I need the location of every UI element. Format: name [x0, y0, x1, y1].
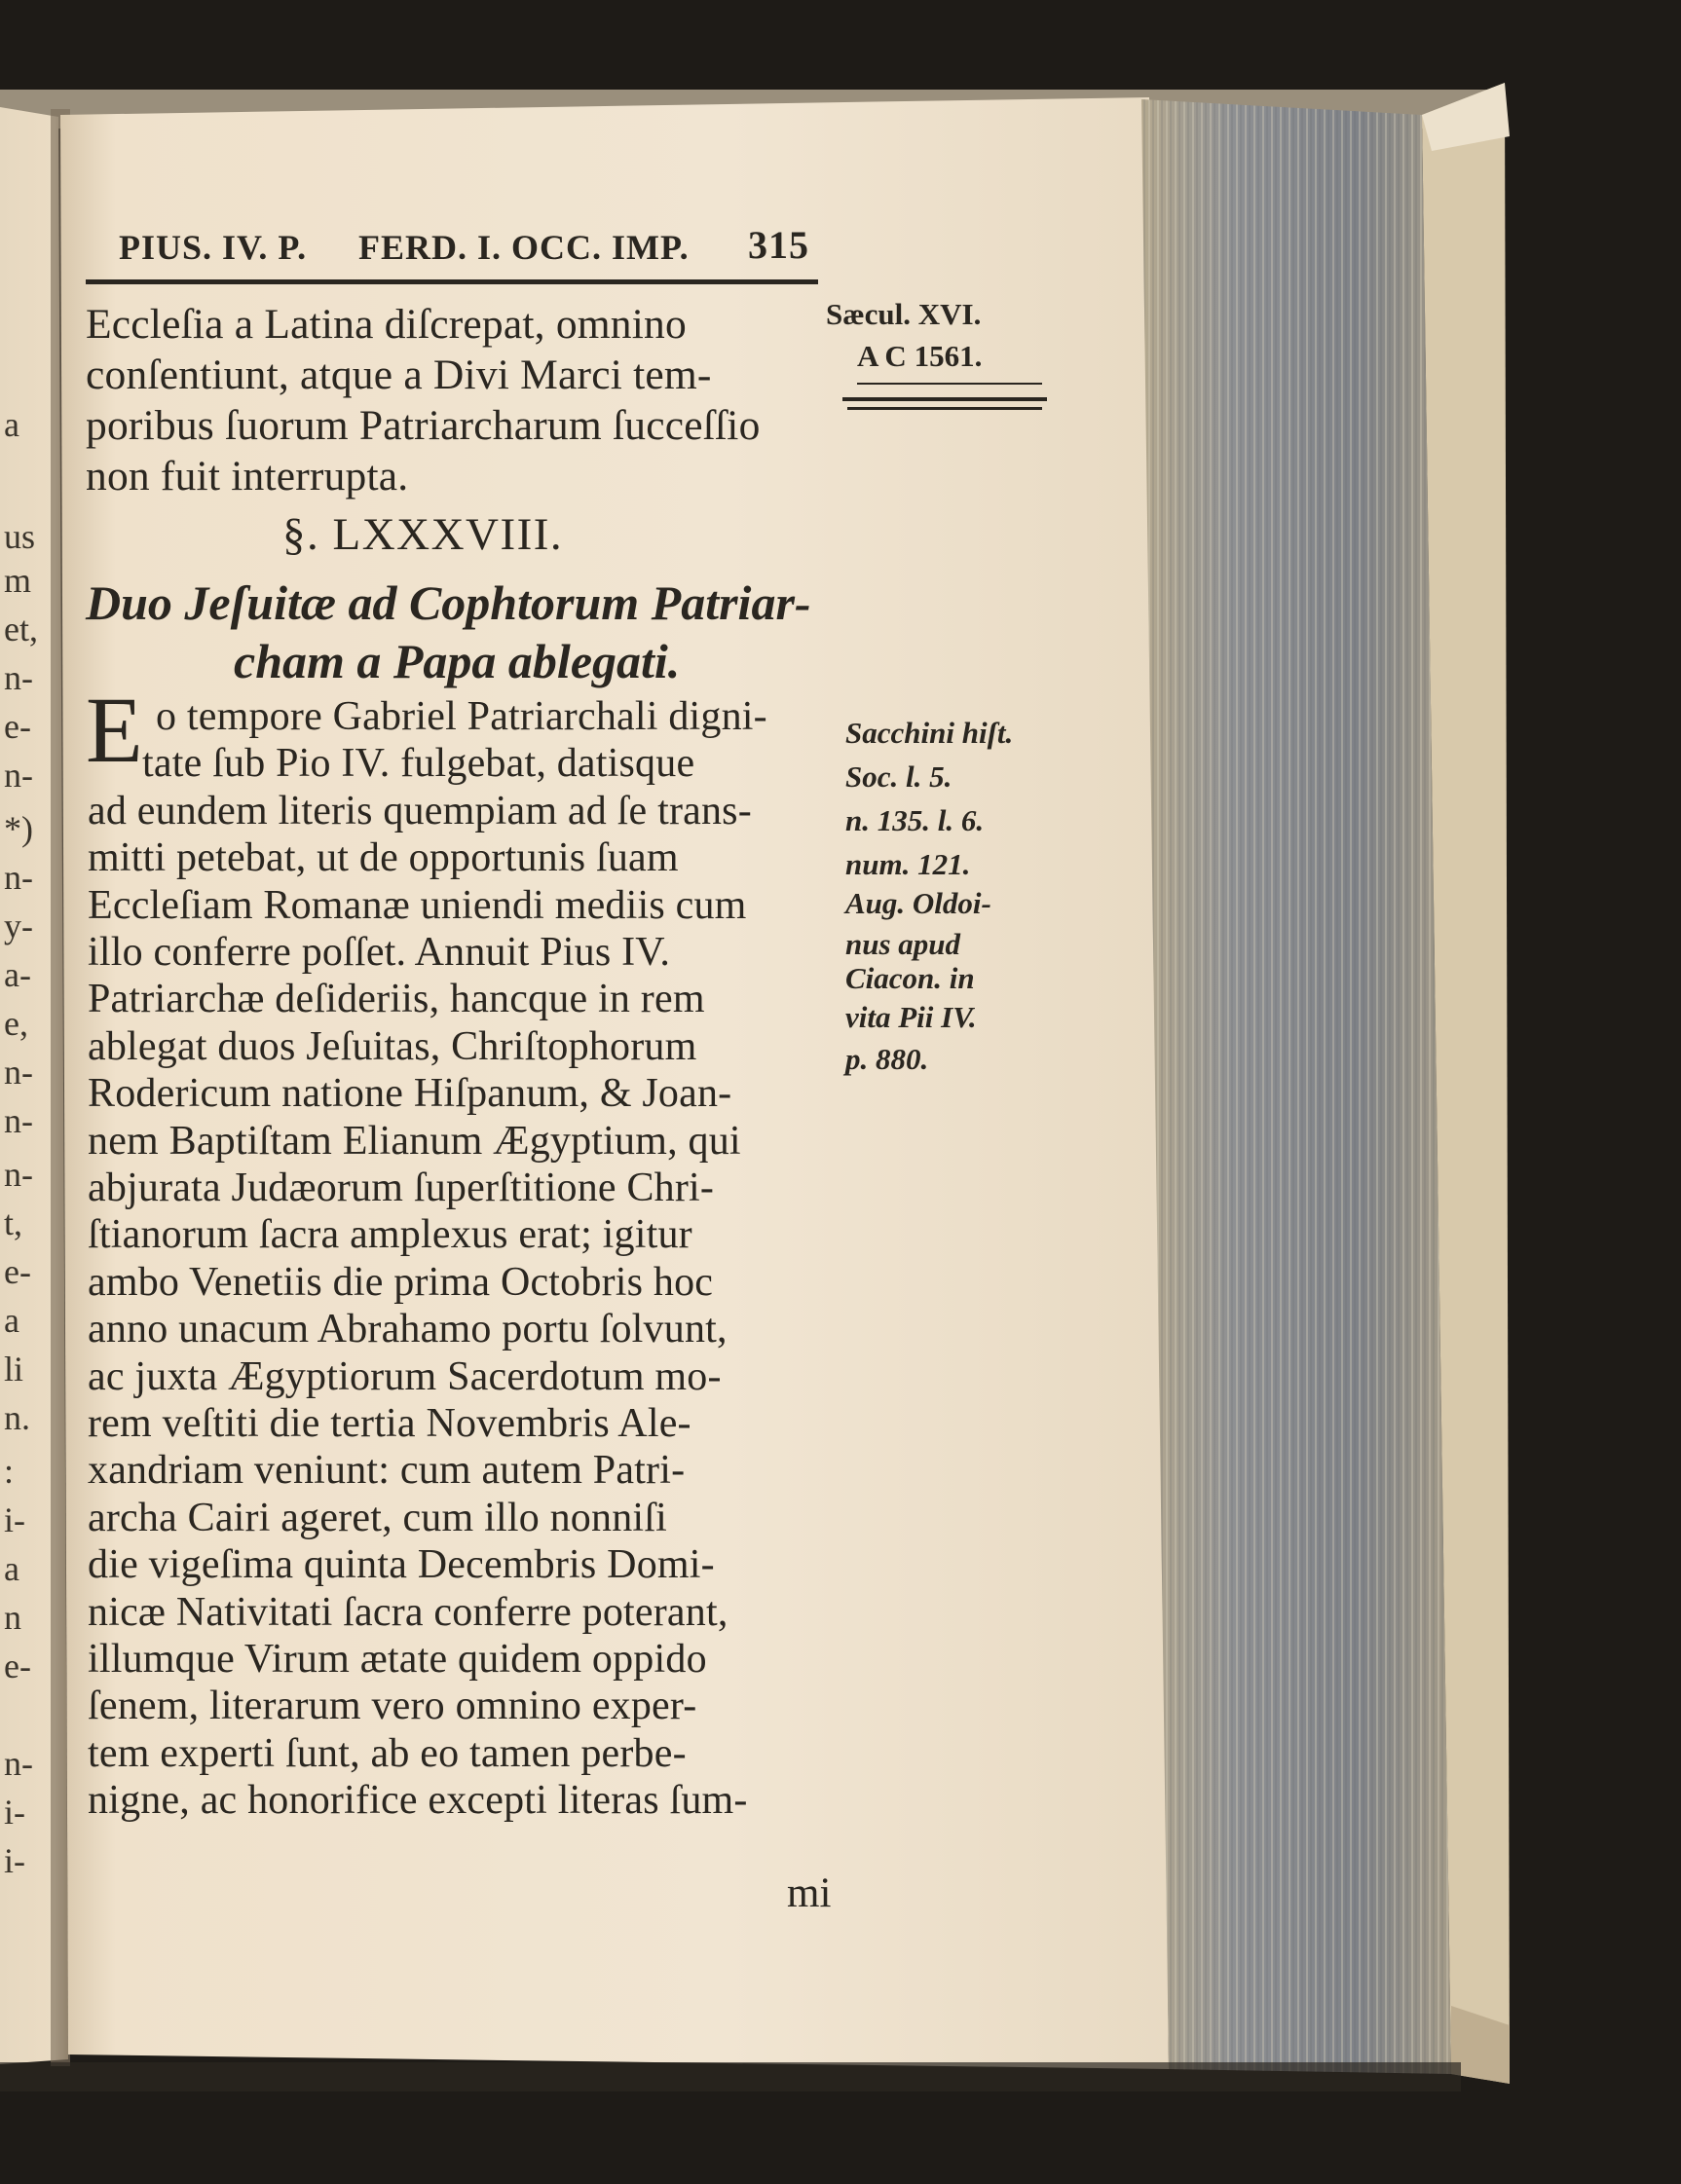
running-head-left: PIUS. IV. P.: [119, 228, 308, 267]
left-page-fragment: i-: [4, 1841, 25, 1880]
left-page-fragment: n-: [4, 1155, 33, 1194]
left-page-fragment: n-: [4, 1053, 33, 1092]
body-line: archa Cairi ageret, cum illo nonniſi: [88, 1495, 667, 1540]
section-title-line-1: Duo Jeſuitæ ad Cophtorum Patriar-: [86, 575, 811, 630]
body-line: Patriarchæ deſideriis, hancque in rem: [88, 977, 705, 1022]
body-line: die vigeſima quinta Decembris Domi-: [88, 1542, 715, 1588]
left-page-fragment: n-: [4, 756, 33, 795]
left-page-fragment: y-: [4, 907, 33, 945]
body-line: ſenem, literarum vero omnino exper-: [88, 1684, 697, 1729]
running-head-center: FERD. I. OCC. IMP.: [358, 228, 690, 267]
left-page-fragment: i-: [4, 1500, 25, 1539]
body-line: xandriam veniunt: cum autem Patri-: [88, 1448, 686, 1494]
body-line: ac juxta Ægyptiorum Sacerdotum mo-: [88, 1353, 722, 1399]
header-rule: [86, 279, 818, 284]
text-line: poribus ſuorum Patriarcharum ſucceſſio: [86, 402, 761, 449]
left-page-fragment: e-: [4, 707, 31, 746]
left-page-fragment: :: [4, 1452, 15, 1491]
left-page-fragment: *): [4, 809, 33, 848]
left-page-fragment: e,: [4, 1004, 28, 1043]
side-note-line: p. 880.: [845, 1042, 929, 1076]
text-line: non fuit interrupta.: [86, 453, 409, 500]
body-line: abjurata Judæorum ſuperſtitione Chri-: [88, 1166, 715, 1210]
margin-year: A C 1561.: [857, 339, 983, 373]
body-line: ambo Venetiis die prima Octobris hoc: [88, 1259, 714, 1305]
body-line: anno unacum Abrahamo portu ſolvunt,: [88, 1307, 728, 1352]
body-line: tem experti ſunt, ab eo tamen perbe-: [88, 1730, 687, 1776]
body-line: rem veſtiti die tertia Novembris Ale-: [88, 1401, 691, 1446]
left-page-fragment: a-: [4, 955, 31, 994]
left-page-fragment: a: [4, 1301, 19, 1340]
left-page-fragment: e-: [4, 1252, 31, 1291]
body-line: o tempore Gabriel Patriarchali digni-: [156, 694, 767, 739]
left-page-fragment: a: [4, 1549, 19, 1588]
side-note-line: n. 135. l. 6.: [845, 803, 985, 837]
left-page-fragment: n-: [4, 858, 33, 897]
side-note-line: nus apud: [845, 927, 961, 961]
left-page-fragment: li: [4, 1350, 24, 1388]
left-page-fragment: n-: [4, 1744, 33, 1783]
body-line: mitti petebat, ut de opportunis ſuam: [88, 835, 679, 881]
body-line: nigne, ac honorifice excepti literas ſum-: [88, 1778, 748, 1824]
side-note-line: Aug. Oldoi-: [845, 886, 991, 920]
side-note-line: Sacchini hiſt.: [845, 716, 1014, 750]
left-page-fragment: us: [4, 517, 36, 556]
left-page-fragment: et,: [4, 610, 38, 648]
left-page-fragment: a: [4, 405, 19, 444]
section-number: §. LXXXVIII.: [282, 509, 564, 560]
section-title-line-2: cham a Papa ablegati.: [234, 634, 681, 688]
left-page-fragment: n-: [4, 1101, 33, 1140]
drop-cap: E: [86, 678, 143, 782]
left-page-fragment: m: [4, 561, 32, 600]
body-line: illo conferre poſſet. Annuit Pius IV.: [88, 930, 671, 975]
left-page-fragment: t,: [4, 1203, 23, 1242]
page-number: 315: [748, 223, 809, 267]
body-line: tate ſub Pio IV. fulgebat, datisque: [142, 741, 695, 787]
side-note-line: Ciacon. in: [845, 961, 975, 995]
body-line: Rodericum natione Hiſpanum, & Joan-: [88, 1071, 732, 1117]
date-rule-2: [847, 407, 1042, 410]
left-page-fragment: n: [4, 1598, 21, 1637]
side-note-line: Soc. l. 5.: [845, 759, 953, 794]
body-line: ad eundem literis quempiam ad ſe trans-: [88, 788, 752, 833]
catchword: mi: [787, 1870, 832, 1916]
text-line: Eccleſia a Latina diſcrepat, omnino: [86, 301, 687, 348]
side-note-line: num. 121.: [845, 847, 971, 881]
body-line: ſtianorum ſacra amplexus erat; igitur: [88, 1212, 692, 1258]
body-line: nem Baptiſtam Elianum Ægyptium, qui: [88, 1118, 741, 1164]
left-page-fragment: e-: [4, 1647, 31, 1685]
text-line: conſentiunt, atque a Divi Marci tem-: [86, 352, 712, 398]
margin-century: Sæcul. XVI.: [826, 297, 982, 331]
body-line: nicæ Nativitati ſacra conferre poterant,: [88, 1589, 728, 1635]
body-line: illumque Virum ætate quidem oppido: [88, 1637, 707, 1682]
side-note-line: vita Pii IV.: [845, 1000, 977, 1034]
body-line: ablegat duos Jeſuitas, Chriſtophorum: [88, 1023, 697, 1069]
left-page-fragment: i-: [4, 1793, 25, 1832]
left-page-fragment: n-: [4, 658, 33, 697]
left-page-fragment: n.: [4, 1398, 30, 1437]
body-line: Eccleſiam Romanæ uniendi mediis cum: [88, 882, 747, 928]
date-rule-1: [842, 397, 1047, 401]
